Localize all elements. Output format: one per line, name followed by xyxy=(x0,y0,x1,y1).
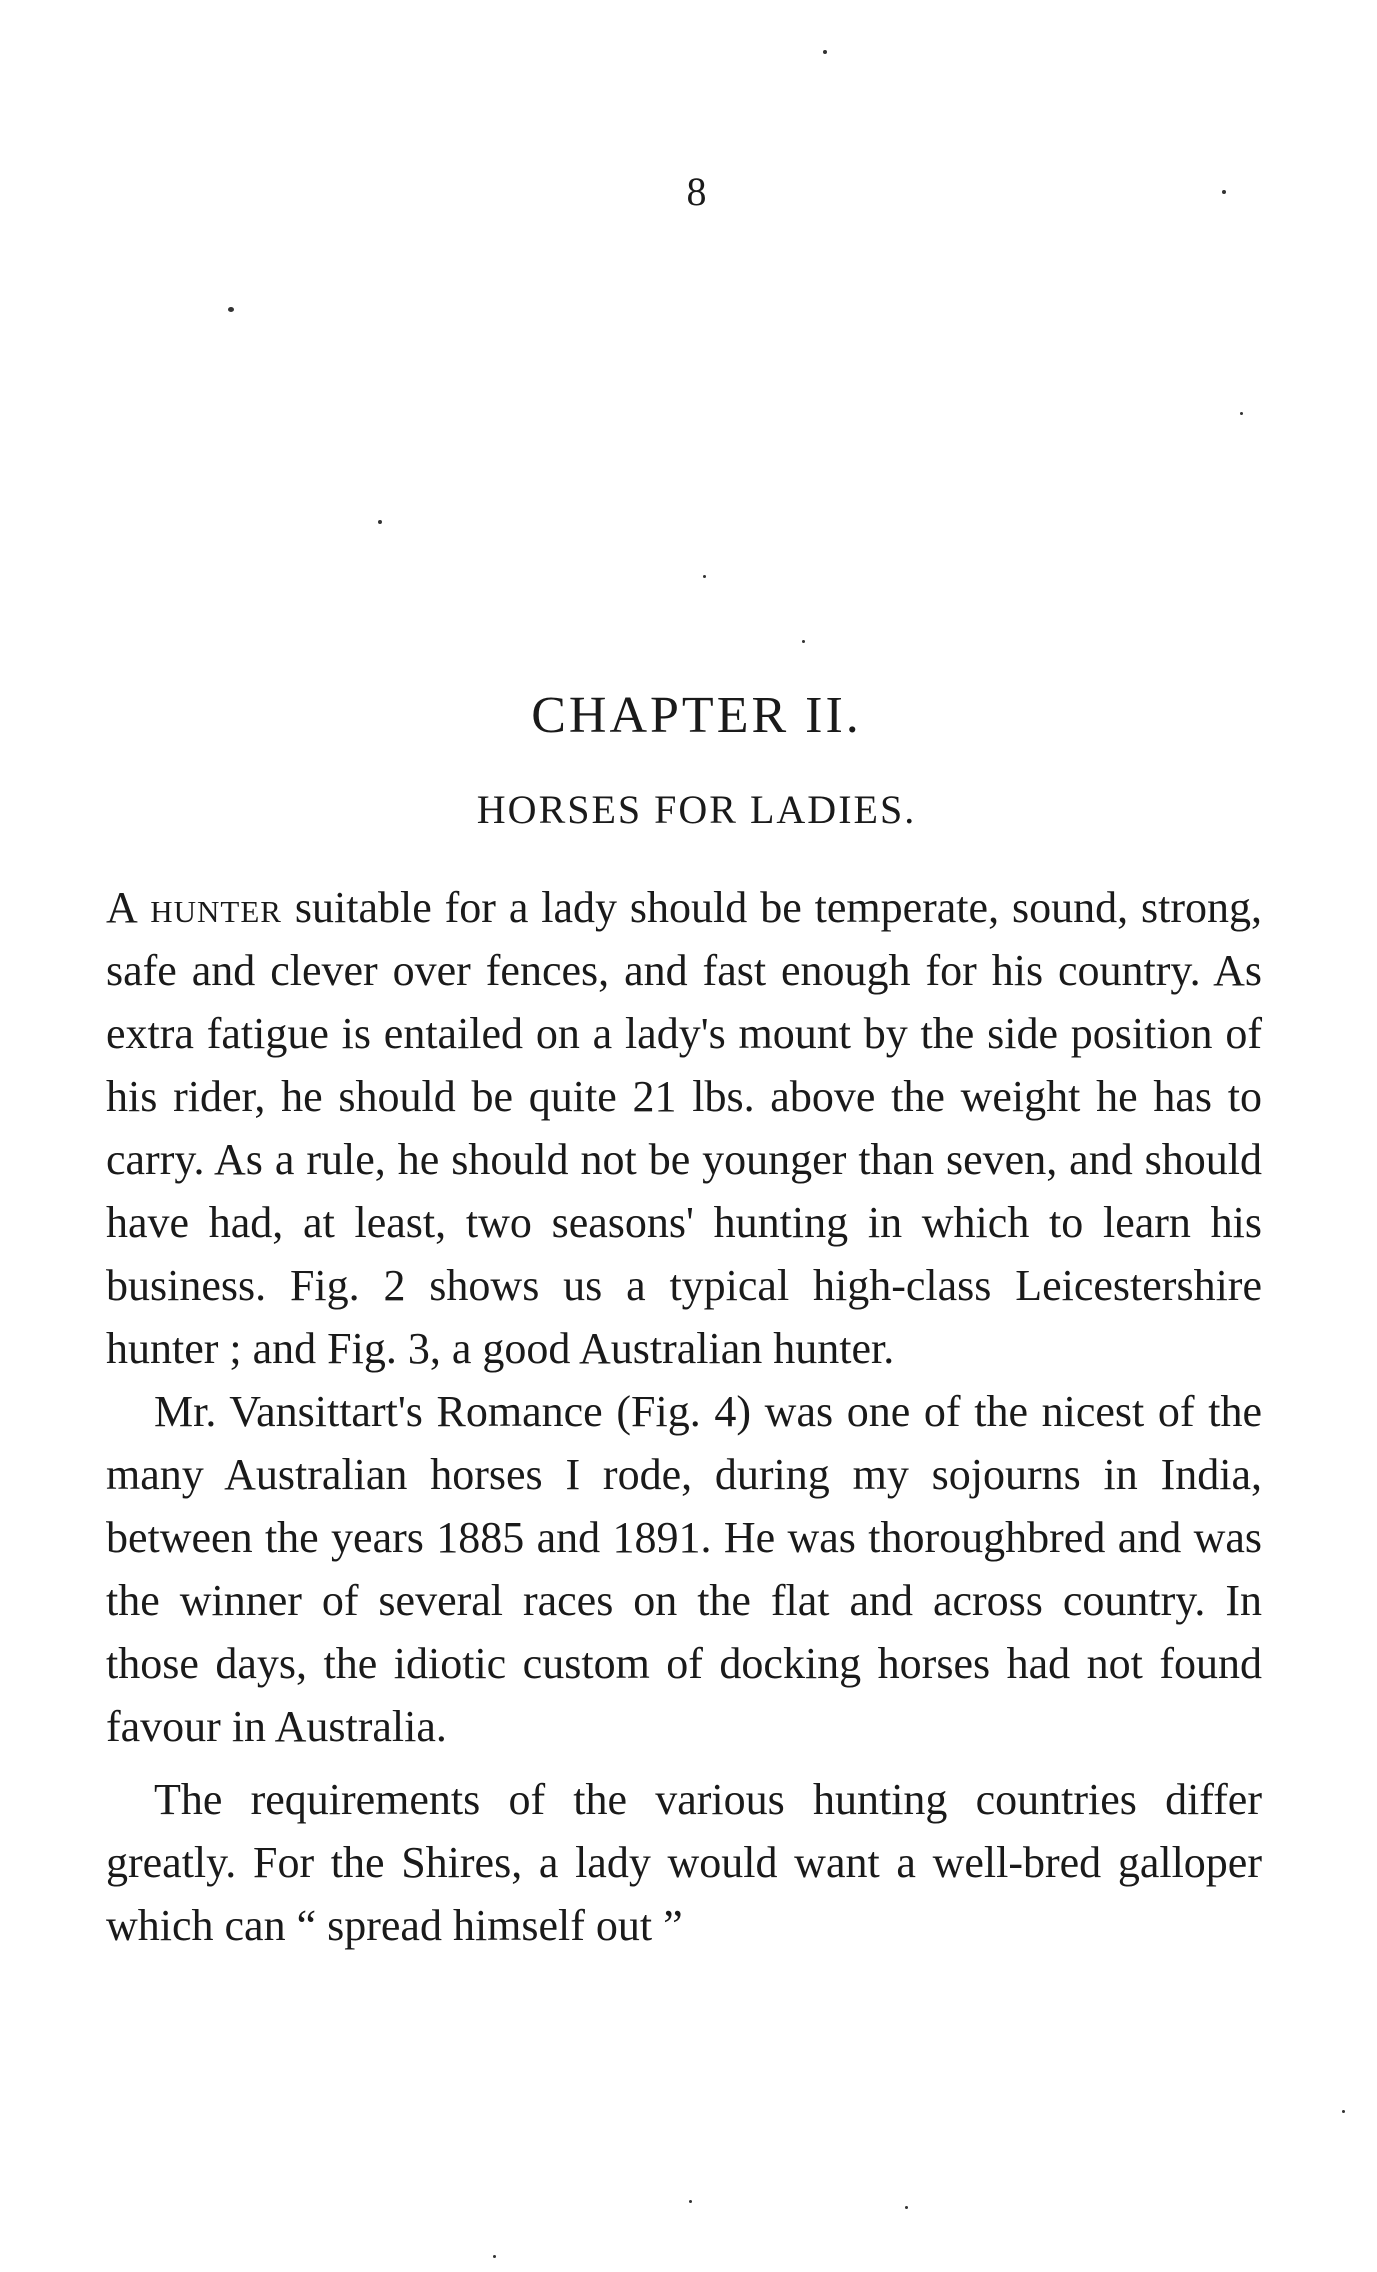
print-speck xyxy=(493,2255,496,2258)
body-text xyxy=(106,876,1262,1957)
page-number: 8 xyxy=(686,169,707,214)
paragraph-3: The requirements of the various hunting countries differ greatly. For the Shires, a lady would want a well-bred galloper which can “ spread himself out ” xyxy=(106,1775,1262,1950)
print-speck xyxy=(823,50,827,54)
print-speck xyxy=(1342,2110,1345,2113)
print-speck xyxy=(905,2206,908,2209)
paragraph-2: Mr. Vansittart's Romance (Fig. 4) was one of the nicest of the many Australian horses I rode, during my sojourns in India, between the years 1885 and 1891. He was thoroughbred and was the winner of several races on the flat and across country. In those days, the idiotic custom of docking horses had not found favour in Australia. xyxy=(106,1387,1262,1751)
chapter-subtitle: HORSES FOR LADIES. xyxy=(476,787,917,832)
paragraph-lead: A hunter xyxy=(106,883,282,932)
print-speck xyxy=(228,307,234,312)
paragraph-text: suitable for a lady should be temperate, sound, strong, safe and clever over fences, and fast enough for his country. As extra fatigue is entailed on a lady's mount by the side position of his rider, he should be quite 21 lbs. above the weight he has to carry. As a rule, he should not be younger than seven, and should have had, at least, two seasons' hunting in which to learn his business. Fig. 2 shows us a typical high-class Leicestershire hunter ; and Fig. 3, a good Australian hunter. xyxy=(106,883,1262,1373)
paragraph-1 xyxy=(106,876,1262,1380)
print-speck xyxy=(378,520,382,524)
print-speck xyxy=(689,2200,692,2203)
print-speck xyxy=(802,640,805,643)
print-speck xyxy=(703,575,706,578)
chapter-title: CHAPTER II. xyxy=(531,687,862,744)
print-speck xyxy=(1240,412,1243,415)
